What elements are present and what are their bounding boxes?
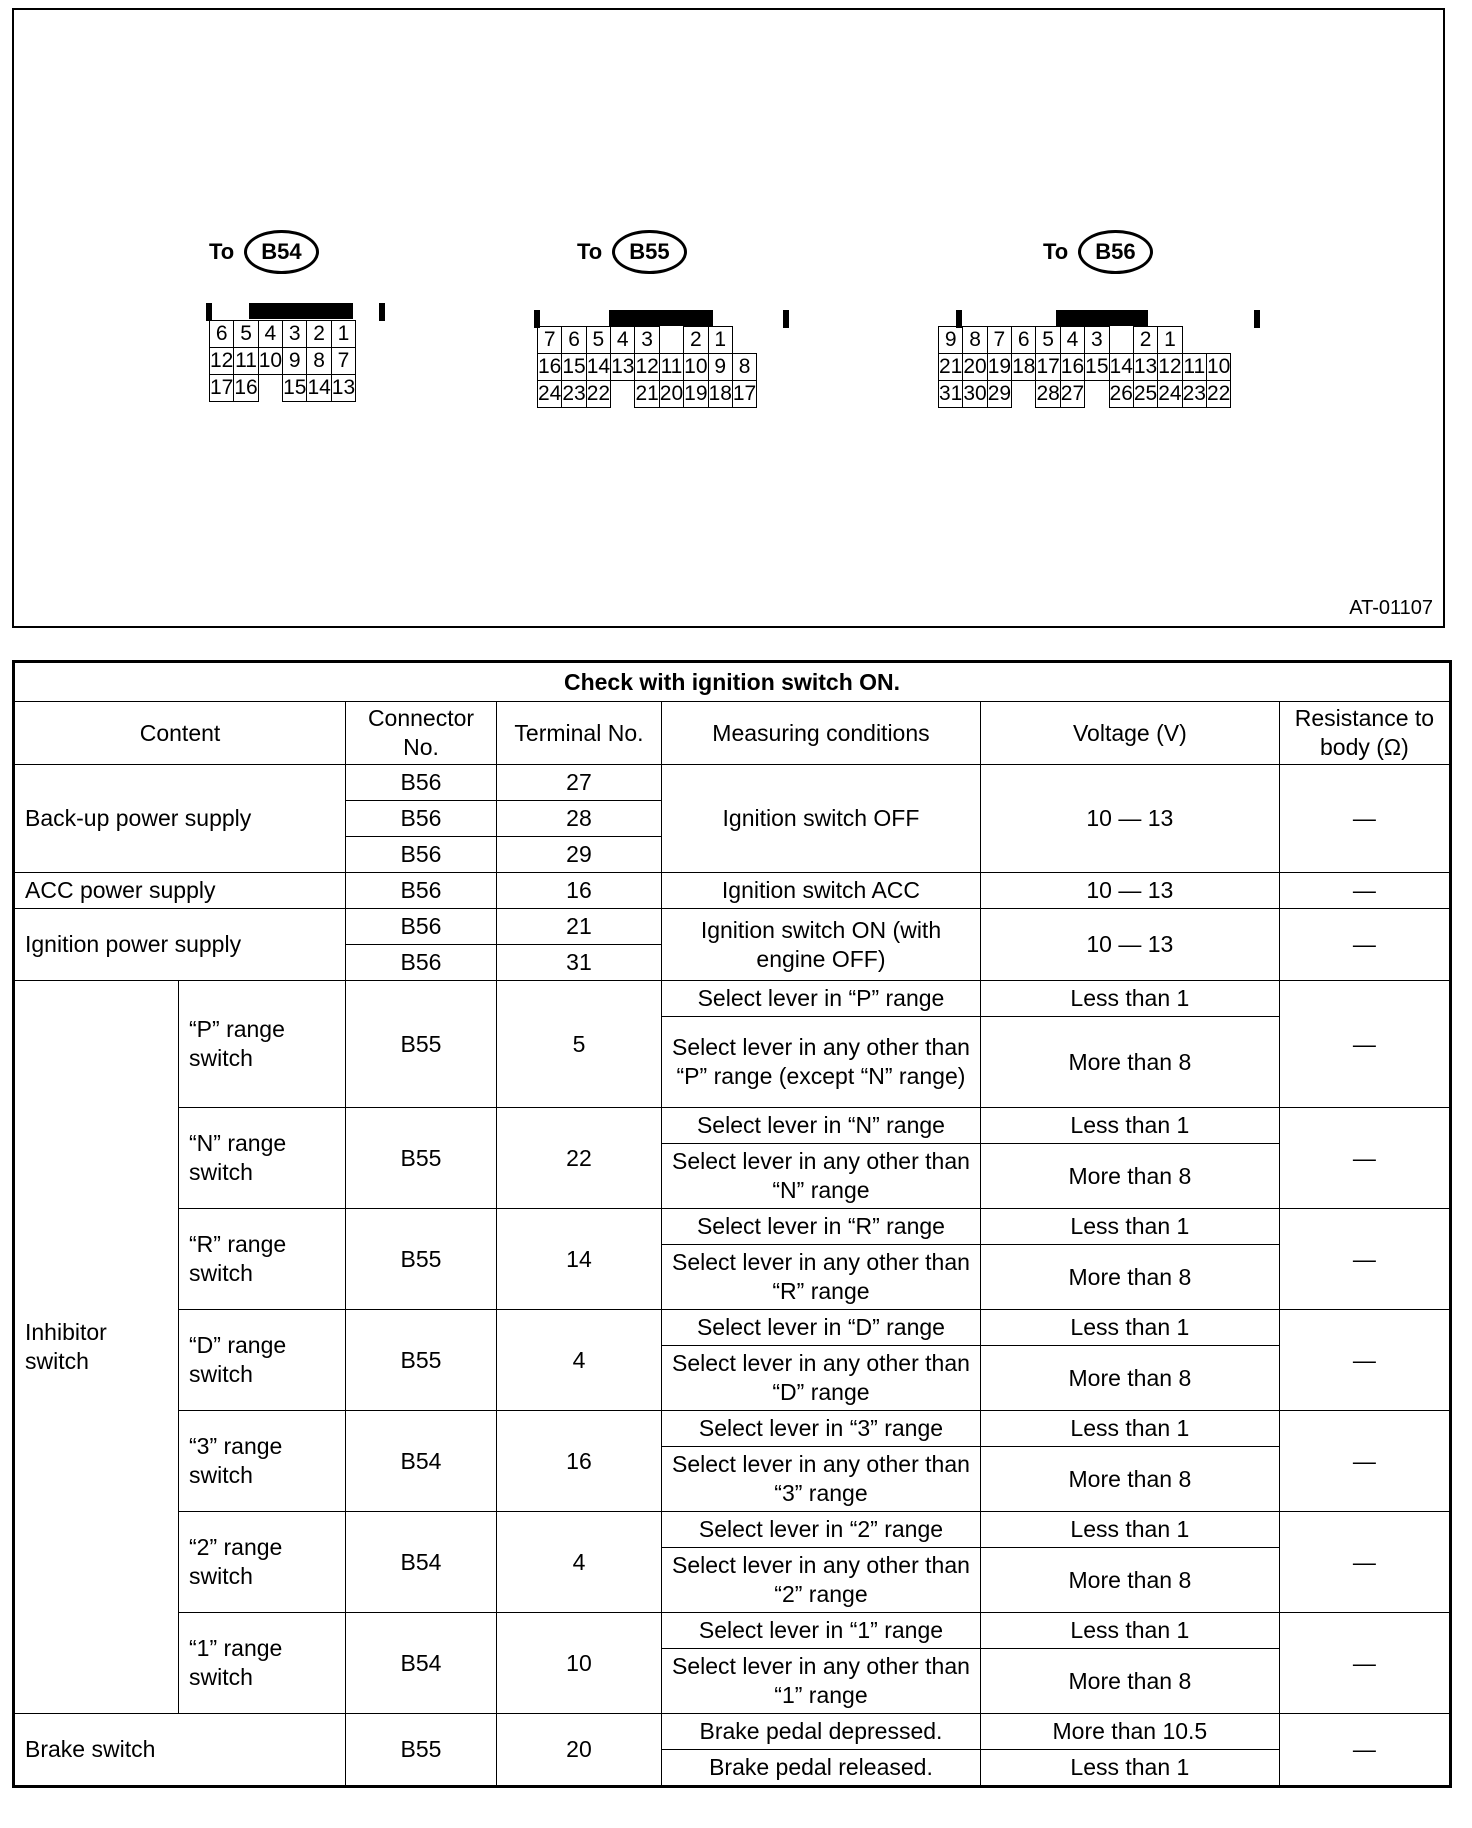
pin-cell: 1: [1158, 327, 1182, 354]
pin-cell: 11: [234, 348, 258, 375]
condition-cell: Brake pedal released.: [661, 1750, 980, 1787]
header-content: Content: [14, 702, 346, 765]
pin-cell: 15: [562, 354, 586, 381]
voltage-cell: More than 8: [980, 1017, 1279, 1108]
table-row: [14, 909, 1451, 945]
terminal-cell: 14: [496, 1209, 661, 1310]
switch-name-cell: “3” range switch: [179, 1411, 346, 1512]
pin-cell: 3: [1085, 327, 1109, 354]
acc-label: ACC power supply: [14, 873, 346, 909]
terminal-cell: 16: [496, 873, 661, 909]
table-row: [14, 1411, 1451, 1447]
pin-cell: 12: [635, 354, 659, 381]
pin-cell: 14: [586, 354, 610, 381]
table-row: [14, 765, 1451, 801]
pin-cell: 8: [732, 354, 756, 381]
pin-cell: 13: [1133, 354, 1157, 381]
pin-cell: 16: [1060, 354, 1084, 381]
pin-row: [939, 354, 1231, 381]
voltage-cell: Less than 1: [980, 1613, 1279, 1649]
resistance-cell: —: [1279, 873, 1450, 909]
voltage-cell: Less than 1: [980, 1411, 1279, 1447]
pin-cell: 18: [1012, 354, 1036, 381]
voltage-cell: 10 — 13: [980, 873, 1279, 909]
pin-gap: [659, 327, 683, 354]
voltage-cell: More than 8: [980, 1649, 1279, 1714]
connector-cell: B56: [346, 801, 497, 837]
terminal-cell: 10: [496, 1613, 661, 1714]
pin-cell: 8: [963, 327, 987, 354]
pin-cell: 7: [538, 327, 562, 354]
resistance-cell: —: [1279, 1714, 1450, 1787]
switch-name-cell: “D” range switch: [179, 1310, 346, 1411]
voltage-cell: Less than 1: [980, 1310, 1279, 1346]
terminal-cell: 16: [496, 1411, 661, 1512]
pin-cell: 29: [987, 381, 1011, 408]
resistance-cell: —: [1279, 1209, 1450, 1310]
connector-cell: B56: [346, 873, 497, 909]
pin-cell: 17: [210, 375, 234, 402]
brake-label: Brake switch: [14, 1714, 346, 1787]
condition-cell: Ignition switch ON (with engine OFF): [661, 909, 980, 981]
connector-b56-label: To B56: [1043, 230, 1153, 274]
condition-cell: Select lever in “P” range: [661, 981, 980, 1017]
pin-cell: 7: [331, 348, 355, 375]
connector-cell: B55: [346, 1714, 497, 1787]
pin-cell: 1: [708, 327, 732, 354]
condition-cell: Select lever in any other than “P” range (except “N” range): [661, 1017, 980, 1108]
voltage-cell: Less than 1: [980, 1108, 1279, 1144]
header-conditions: Measuring conditions: [661, 702, 980, 765]
connector-cell: B54: [346, 1613, 497, 1714]
condition-cell: Ignition switch OFF: [661, 765, 980, 873]
pin-row: [538, 354, 757, 381]
terminal-cell: 29: [496, 837, 661, 873]
table-row: [14, 981, 1451, 1017]
pin-row: [210, 348, 356, 375]
connector-cell: B55: [346, 981, 497, 1108]
terminal-cell: 28: [496, 801, 661, 837]
header-terminal: Terminal No.: [496, 702, 661, 765]
pin-cell: 6: [1012, 327, 1036, 354]
pin-grid-b56: [938, 326, 1231, 408]
condition-cell: Brake pedal depressed.: [661, 1714, 980, 1750]
pin-cell: 6: [210, 321, 234, 348]
connector-cell: B54: [346, 1411, 497, 1512]
condition-cell: Select lever in “D” range: [661, 1310, 980, 1346]
terminal-cell: 31: [496, 945, 661, 981]
pin-cell: 8: [307, 348, 331, 375]
voltage-cell: Less than 1: [980, 1750, 1279, 1787]
pin-gap: [732, 327, 756, 354]
table-row: [14, 873, 1451, 909]
pin-cell: 22: [1206, 381, 1230, 408]
pin-cell: 4: [258, 321, 282, 348]
condition-cell: Select lever in any other than “1” range: [661, 1649, 980, 1714]
connector-cell: B55: [346, 1310, 497, 1411]
pin-cell: 23: [1182, 381, 1206, 408]
terminal-cell: 4: [496, 1310, 661, 1411]
pin-gap: [258, 375, 282, 402]
table-row: [14, 1310, 1451, 1346]
pin-gap: [1182, 327, 1206, 354]
pin-cell: 9: [708, 354, 732, 381]
pin-cell: 19: [684, 381, 708, 408]
pin-cell: 24: [538, 381, 562, 408]
voltage-cell: 10 — 13: [980, 909, 1279, 981]
terminal-cell: 5: [496, 981, 661, 1108]
resistance-cell: —: [1279, 981, 1450, 1108]
connector-cell: B56: [346, 909, 497, 945]
pin-grid-b55: [537, 326, 757, 408]
pin-cell: 6: [562, 327, 586, 354]
pin-cell: 12: [1158, 354, 1182, 381]
pin-cell: 28: [1036, 381, 1060, 408]
pin-cell: 7: [987, 327, 1011, 354]
condition-cell: Select lever in “N” range: [661, 1108, 980, 1144]
condition-cell: Select lever in “1” range: [661, 1613, 980, 1649]
table-row: [14, 1613, 1451, 1649]
voltage-cell: Less than 1: [980, 1209, 1279, 1245]
pin-cell: 15: [283, 375, 307, 402]
connector-b54-id: B54: [244, 230, 318, 274]
condition-cell: Ignition switch ACC: [661, 873, 980, 909]
voltage-cell: More than 8: [980, 1548, 1279, 1613]
voltage-cell: More than 8: [980, 1144, 1279, 1209]
pin-cell: 3: [283, 321, 307, 348]
pin-cell: 16: [234, 375, 258, 402]
condition-cell: Select lever in any other than “3” range: [661, 1447, 980, 1512]
pin-grid-b54: [209, 320, 356, 402]
pin-cell: 23: [562, 381, 586, 408]
resistance-cell: —: [1279, 1411, 1450, 1512]
table-row: [14, 1512, 1451, 1548]
condition-cell: Select lever in “3” range: [661, 1411, 980, 1447]
pin-cell: 10: [258, 348, 282, 375]
backup-label: Back-up power supply: [14, 765, 346, 873]
pin-cell: 31: [939, 381, 963, 408]
connector-b55-label: To B55: [577, 230, 687, 274]
switch-name-cell: “N” range switch: [179, 1108, 346, 1209]
pin-cell: 11: [1182, 354, 1206, 381]
pin-gap: [1012, 381, 1036, 408]
pin-gap: [1085, 381, 1109, 408]
pin-cell: 1: [331, 321, 355, 348]
pin-cell: 2: [1133, 327, 1157, 354]
terminal-cell: 27: [496, 765, 661, 801]
terminal-cell: 4: [496, 1512, 661, 1613]
pin-cell: 3: [635, 327, 659, 354]
condition-cell: Select lever in any other than “2” range: [661, 1548, 980, 1613]
pin-cell: 27: [1060, 381, 1084, 408]
connector-cell: B56: [346, 837, 497, 873]
pin-cell: 22: [586, 381, 610, 408]
pin-row: [939, 381, 1231, 408]
pin-cell: 10: [1206, 354, 1230, 381]
pin-cell: 12: [210, 348, 234, 375]
terminal-cell: 21: [496, 909, 661, 945]
connector-cell: B55: [346, 1209, 497, 1310]
switch-name-cell: “2” range switch: [179, 1512, 346, 1613]
voltage-cell: Less than 1: [980, 981, 1279, 1017]
resistance-cell: —: [1279, 1108, 1450, 1209]
voltage-cell: 10 — 13: [980, 765, 1279, 873]
pin-cell: 14: [307, 375, 331, 402]
pin-cell: 16: [538, 354, 562, 381]
terminal-cell: 20: [496, 1714, 661, 1787]
switch-name-cell: “1” range switch: [179, 1613, 346, 1714]
terminal-cell: 22: [496, 1108, 661, 1209]
pin-cell: 21: [635, 381, 659, 408]
header-resistance: Resistance to body (Ω): [1279, 702, 1450, 765]
pin-gap: [611, 381, 635, 408]
pin-cell: 11: [659, 354, 683, 381]
figure-id: AT-01107: [1349, 597, 1433, 619]
pin-cell: 2: [307, 321, 331, 348]
resistance-cell: —: [1279, 909, 1450, 981]
pin-cell: 5: [1036, 327, 1060, 354]
table-row: [14, 1209, 1451, 1245]
voltage-cell: More than 10.5: [980, 1714, 1279, 1750]
pin-cell: 18: [708, 381, 732, 408]
pin-cell: 21: [939, 354, 963, 381]
inhibitor-label: Inhibitor switch: [14, 981, 179, 1714]
pin-row: [210, 321, 356, 348]
table-row: [14, 1714, 1451, 1750]
pin-cell: 9: [939, 327, 963, 354]
pin-cell: 13: [611, 354, 635, 381]
header-row: [14, 702, 1451, 765]
pin-row: [538, 327, 757, 354]
connector-cell: B55: [346, 1108, 497, 1209]
resistance-cell: —: [1279, 1613, 1450, 1714]
pin-cell: 24: [1158, 381, 1182, 408]
pin-cell: 4: [611, 327, 635, 354]
pin-gap: [1206, 327, 1230, 354]
connector-figure: [12, 8, 1445, 628]
resistance-cell: —: [1279, 1310, 1450, 1411]
pin-cell: 25: [1133, 381, 1157, 408]
pin-cell: 13: [331, 375, 355, 402]
pin-cell: 17: [732, 381, 756, 408]
voltage-cell: More than 8: [980, 1346, 1279, 1411]
pin-cell: 19: [987, 354, 1011, 381]
pin-gap: [1109, 327, 1133, 354]
pin-cell: 9: [283, 348, 307, 375]
resistance-cell: —: [1279, 765, 1450, 873]
pin-cell: 30: [963, 381, 987, 408]
pin-cell: 15: [1085, 354, 1109, 381]
voltage-cell: Less than 1: [980, 1512, 1279, 1548]
connector-cell: B54: [346, 1512, 497, 1613]
table-row: [14, 1108, 1451, 1144]
pin-row: [538, 381, 757, 408]
pin-row: [210, 375, 356, 402]
pin-cell: 10: [684, 354, 708, 381]
connector-b56-id: B56: [1078, 230, 1152, 274]
pin-cell: 14: [1109, 354, 1133, 381]
pin-cell: 20: [963, 354, 987, 381]
pin-cell: 2: [684, 327, 708, 354]
condition-cell: Select lever in “R” range: [661, 1209, 980, 1245]
pin-cell: 26: [1109, 381, 1133, 408]
pin-cell: 17: [1036, 354, 1060, 381]
condition-cell: Select lever in any other than “R” range: [661, 1245, 980, 1310]
switch-name-cell: “R” range switch: [179, 1209, 346, 1310]
switch-name-cell: “P” range switch: [179, 981, 346, 1108]
pin-cell: 20: [659, 381, 683, 408]
condition-cell: Select lever in any other than “D” range: [661, 1346, 980, 1411]
inspection-table: [12, 660, 1452, 1788]
pin-row: [939, 327, 1231, 354]
connector-cell: B56: [346, 765, 497, 801]
header-connector: Connector No.: [346, 702, 497, 765]
voltage-cell: More than 8: [980, 1245, 1279, 1310]
connector-b54-label: To B54: [209, 230, 319, 274]
condition-cell: Select lever in any other than “N” range: [661, 1144, 980, 1209]
header-voltage: Voltage (V): [980, 702, 1279, 765]
pin-cell: 5: [586, 327, 610, 354]
pin-cell: 4: [1060, 327, 1084, 354]
voltage-cell: More than 8: [980, 1447, 1279, 1512]
condition-cell: Select lever in “2” range: [661, 1512, 980, 1548]
table-title: Check with ignition switch ON.: [14, 662, 1451, 702]
connector-b55-id: B55: [612, 230, 686, 274]
pin-cell: 5: [234, 321, 258, 348]
ignition-label: Ignition power supply: [14, 909, 346, 981]
connector-cell: B56: [346, 945, 497, 981]
resistance-cell: —: [1279, 1512, 1450, 1613]
